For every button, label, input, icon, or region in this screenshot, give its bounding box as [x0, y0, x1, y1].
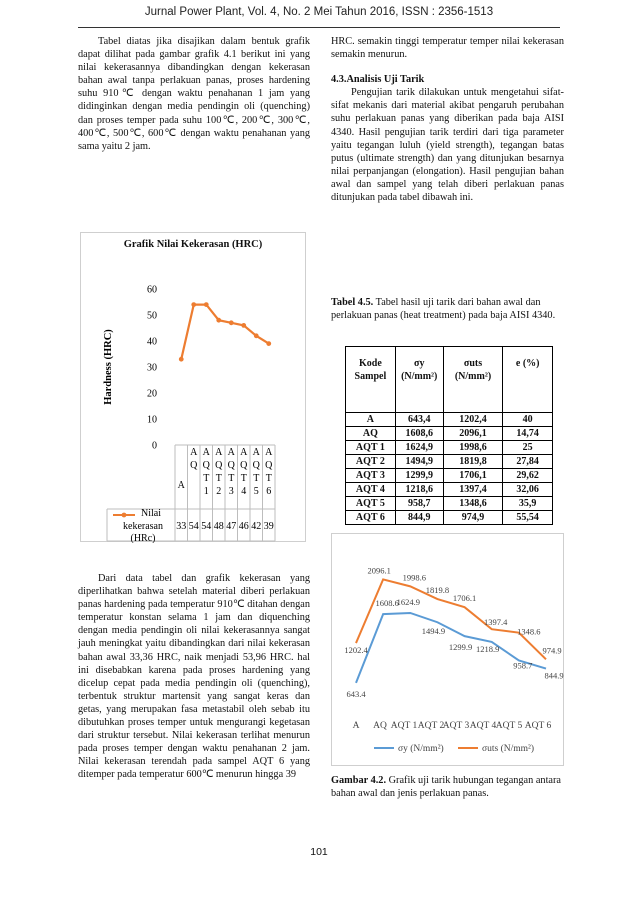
x-tick-label: Q [215, 460, 223, 471]
table-cell: 29,62 [503, 469, 553, 483]
data-label: 1348.6 [517, 626, 541, 637]
table-cell: AQT 5 [346, 497, 396, 511]
table-value: 46 [238, 521, 249, 532]
table-row [346, 483, 553, 497]
x-tick-label: T [215, 473, 222, 484]
x-tick-label: Q [227, 460, 235, 471]
hardness-series-line [181, 305, 269, 360]
table-cell: 40 [503, 413, 553, 427]
x-tick-label: A [352, 721, 360, 731]
hardness-data-point [216, 318, 221, 323]
data-label: 1998.6 [402, 572, 426, 583]
x-tick-label: T [265, 473, 272, 484]
x-tick-label: T [203, 473, 210, 484]
x-tick-label: 4 [241, 486, 247, 497]
hardness-data-point [179, 357, 184, 362]
y-tick-label: 20 [147, 388, 157, 400]
x-tick-label: A [227, 447, 235, 458]
table-cell: 1608,6 [395, 427, 443, 441]
hardness-chart [80, 232, 306, 542]
x-tick-label: Q [265, 460, 273, 471]
x-tick-label: T [228, 473, 235, 484]
table-caption [331, 296, 564, 322]
data-label: 1202.4 [344, 645, 368, 656]
table-row [346, 455, 553, 469]
table-cell: 1218,6 [395, 483, 443, 497]
table-cell: 32,06 [503, 483, 553, 497]
table-cell: 1494,9 [395, 455, 443, 469]
table-row [346, 497, 553, 511]
figure-caption-text: Grafik uji tarik hubungan tegangan antara bahan awal dan jenis perlakuan panas. [331, 775, 562, 799]
table-header-row [346, 347, 553, 413]
right-paragraph-1: HRC. semakin tinggi temperatur temper nilai kekerasan semakin menurun. [331, 36, 564, 61]
table-cell: 1397,4 [443, 483, 503, 497]
x-tick-label: A [177, 480, 185, 491]
table-caption-label: Tabel 4.5. [331, 297, 374, 308]
hardness-chart-title: Grafik Nilai Kekerasan (HRC) [123, 239, 263, 250]
legend-label: (HRc) [130, 533, 156, 543]
y-tick-label: 0 [152, 440, 157, 452]
table-cell: 55,54 [503, 511, 553, 525]
table-row [346, 427, 553, 441]
table-cell: AQT 3 [346, 469, 396, 483]
data-label: 1494.9 [421, 626, 446, 637]
data-label: 1299.9 [448, 642, 473, 653]
x-tick-label: T [240, 473, 247, 484]
x-tick-label: 5 [253, 486, 259, 497]
table-row [346, 413, 553, 427]
figure-caption [331, 774, 564, 800]
table-cell: 844,9 [395, 511, 443, 525]
figure-caption-label: Gambar 4.2. [331, 775, 387, 786]
table-row [346, 441, 553, 455]
data-label: 2096.1 [367, 565, 391, 576]
hardness-data-point [254, 333, 259, 338]
y-tick-label: 50 [147, 310, 157, 322]
legend-label: σy (N/mm²) [398, 744, 444, 754]
x-tick-label: 2 [216, 486, 222, 497]
legend-marker [122, 513, 127, 518]
right-column [331, 35, 564, 204]
table-header: e (%) [503, 347, 553, 413]
header-rule [78, 27, 560, 28]
legend-label: Nilai [141, 508, 161, 519]
x-tick-label: AQT 6 [524, 721, 552, 731]
x-tick-label: A [252, 447, 260, 458]
x-tick-label: AQT 3 [442, 721, 470, 731]
x-tick-label: AQT 1 [390, 721, 418, 731]
y-axis-label: Hardness (HRC) [103, 329, 114, 405]
hardness-chart-svg [81, 233, 307, 543]
legend-label: σuts (N/mm²) [482, 744, 535, 754]
x-tick-label: AQT 4 [469, 721, 497, 731]
x-tick-label: A [202, 447, 210, 458]
table-cell: AQT 2 [346, 455, 396, 469]
page-number: 101 [310, 846, 328, 858]
table-cell: 1299,9 [395, 469, 443, 483]
data-label: 974.9 [542, 645, 562, 656]
y-tick-label: 60 [147, 284, 157, 296]
table-body [346, 413, 553, 525]
table-cell: 1998,6 [443, 441, 503, 455]
table-cell: A [346, 413, 396, 427]
tensile-chart [331, 533, 564, 766]
table-cell: 35,9 [503, 497, 553, 511]
x-tick-label: Q [252, 460, 260, 471]
x-tick-label: 1 [203, 486, 209, 497]
data-label: 1218.9 [476, 643, 500, 654]
table-cell: 25 [503, 441, 553, 455]
x-tick-label: AQT 5 [495, 721, 523, 731]
left-column-bottom [78, 572, 310, 782]
left-paragraph-2: Dari data tabel dan grafik kekerasan yang diperlihatkan bahwa setelah material diberi perlakuan panas hardening pada temperatur 910℃ ditahan dengan temperatur konstan selama 1 jam dan diquenching dengan media pendingin oli nilai kekerasannya sangat jauh meningkat yaitu dibandingkan dari nilai kekerasan bahan awal 33,36 HRC, naik menjadi 53,96 HRC. hal ini disebabkan karena pada proses hardening yang dicelup cepat pada media pendingin oli (quenching), terbentuk struktur martensit yang sangat keras dan getas, yang merupakan fasa metastabil oleh sebab itu dibutuhkan proses temper untuk mengurangi kegetasan dari struktur tersebut. Nilai kekerasan terlihat menurun pada proses temper dengan waktu penahanan 2 jam. Nilai kekerasan terendah pada sampel AQT 6 yang ditemper pada temperatur 600℃ menurun hingga 39 [78, 573, 310, 781]
data-label: 844.9 [544, 670, 564, 681]
table-cell: AQT 6 [346, 511, 396, 525]
data-label: 1706.1 [452, 593, 477, 604]
data-label: 1624.9 [396, 596, 420, 607]
table-cell: 974,9 [443, 511, 503, 525]
hardness-data-point [266, 341, 271, 346]
x-tick-label: A [265, 447, 273, 458]
x-tick-label: 3 [228, 486, 234, 497]
right-paragraph-2: Pengujian tarik dilakukan untuk mengetahui sifat-sifat mekanis dari material akibat pengaruh perubahan suhu perlakuan panas yang diberikan pada baja AISI 4340. Hasil pengujian tarik terdiri dari tiga parameter yaitu tegangan luluh (yield strength), tegangan batas putus (ultimate strength) dan yang ditunjukan besarnya nilai perpanjangan (elongation). Hasil pengujian bahan awal dan sampel yang telah diberi perlakuan panas ditunjukan pada tabel dibawah ini. [331, 87, 564, 204]
table-cell: AQT 1 [346, 441, 396, 455]
x-tick-label: Q [240, 460, 248, 471]
x-tick-label: AQT 2 [417, 721, 445, 731]
table-value: 33 [176, 521, 187, 532]
table-header: σuts (N/mm²) [443, 347, 503, 413]
table-row [346, 469, 553, 483]
table-cell: 1706,1 [443, 469, 503, 483]
journal-header: Jurnal Power Plant, Vol. 4, No. 2 Mei Tahun 2016, ISSN : 2356-1513 [144, 6, 494, 18]
data-label: 958.7 [513, 660, 533, 671]
x-tick-label: Q [202, 460, 210, 471]
table-value: 54 [201, 521, 212, 532]
tensile-chart-svg [332, 534, 565, 767]
table-value: 54 [188, 521, 199, 532]
table-row [346, 511, 553, 525]
x-tick-label: A [190, 447, 198, 458]
table-cell: AQ [346, 427, 396, 441]
tensile-table [345, 346, 553, 525]
table-header: σy (N/mm²) [395, 347, 443, 413]
data-label: 643.4 [346, 688, 366, 699]
table-cell: 1624,9 [395, 441, 443, 455]
table-value: 42 [251, 521, 262, 532]
table-value: 47 [226, 521, 237, 532]
table-cell: 2096,1 [443, 427, 503, 441]
x-tick-label: Q [190, 460, 198, 471]
data-label: 1819.8 [425, 585, 450, 596]
table-caption-text: Tabel hasil uji tarik dari bahan awal dan perlakuan panas (heat treatment) pada baja AISI 4340. [331, 297, 556, 321]
data-label: 1397.4 [484, 617, 508, 628]
legend-label: kekerasan [123, 521, 163, 532]
table-header: Kode Sampel [346, 347, 396, 413]
table-value: 48 [213, 521, 224, 532]
x-tick-label: 6 [266, 486, 272, 497]
table-cell: 958,7 [395, 497, 443, 511]
data-label: 1608.6 [375, 598, 399, 609]
table-cell: 1348,6 [443, 497, 503, 511]
y-tick-label: 40 [147, 336, 157, 348]
y-tick-label: 10 [147, 414, 157, 426]
y-tick-label: 30 [147, 362, 157, 374]
left-column [78, 35, 310, 153]
x-tick-label: AQ [373, 721, 387, 731]
table-cell: 1819,8 [443, 455, 503, 469]
table-cell: 1202,4 [443, 413, 503, 427]
hardness-data-point [229, 320, 234, 325]
table-value: 39 [263, 521, 274, 532]
left-paragraph-1: Tabel diatas jika disajikan dalam bentuk grafik dapat dilihat pada gambar grafik 4.1 berikut ini yang nilai kekerasannya dibandingkan dengan kekerasan bahan awal tanpa perlakuan panas, proses hardening suhu 910℃ dengan waktu penahanan 1 jam yang didinginkan dengan media pendingin oli (quenching) dan proses temper pada suhu 100℃, 200℃, 300℃, 400℃, 500℃, 600℃ dengan waktu penahanan yang sama yaitu 2 jam. [78, 36, 310, 152]
hardness-data-point [241, 323, 246, 328]
table-cell: 643,4 [395, 413, 443, 427]
x-tick-label: A [215, 447, 223, 458]
table-cell: AQT 4 [346, 483, 396, 497]
table-cell: 27,84 [503, 455, 553, 469]
section-heading: 4.3.Analisis Uji Tarik [331, 74, 425, 86]
hardness-data-point [204, 302, 209, 307]
x-tick-label: A [240, 447, 248, 458]
table-cell: 14,74 [503, 427, 553, 441]
x-tick-label: T [253, 473, 260, 484]
hardness-data-point [191, 302, 196, 307]
